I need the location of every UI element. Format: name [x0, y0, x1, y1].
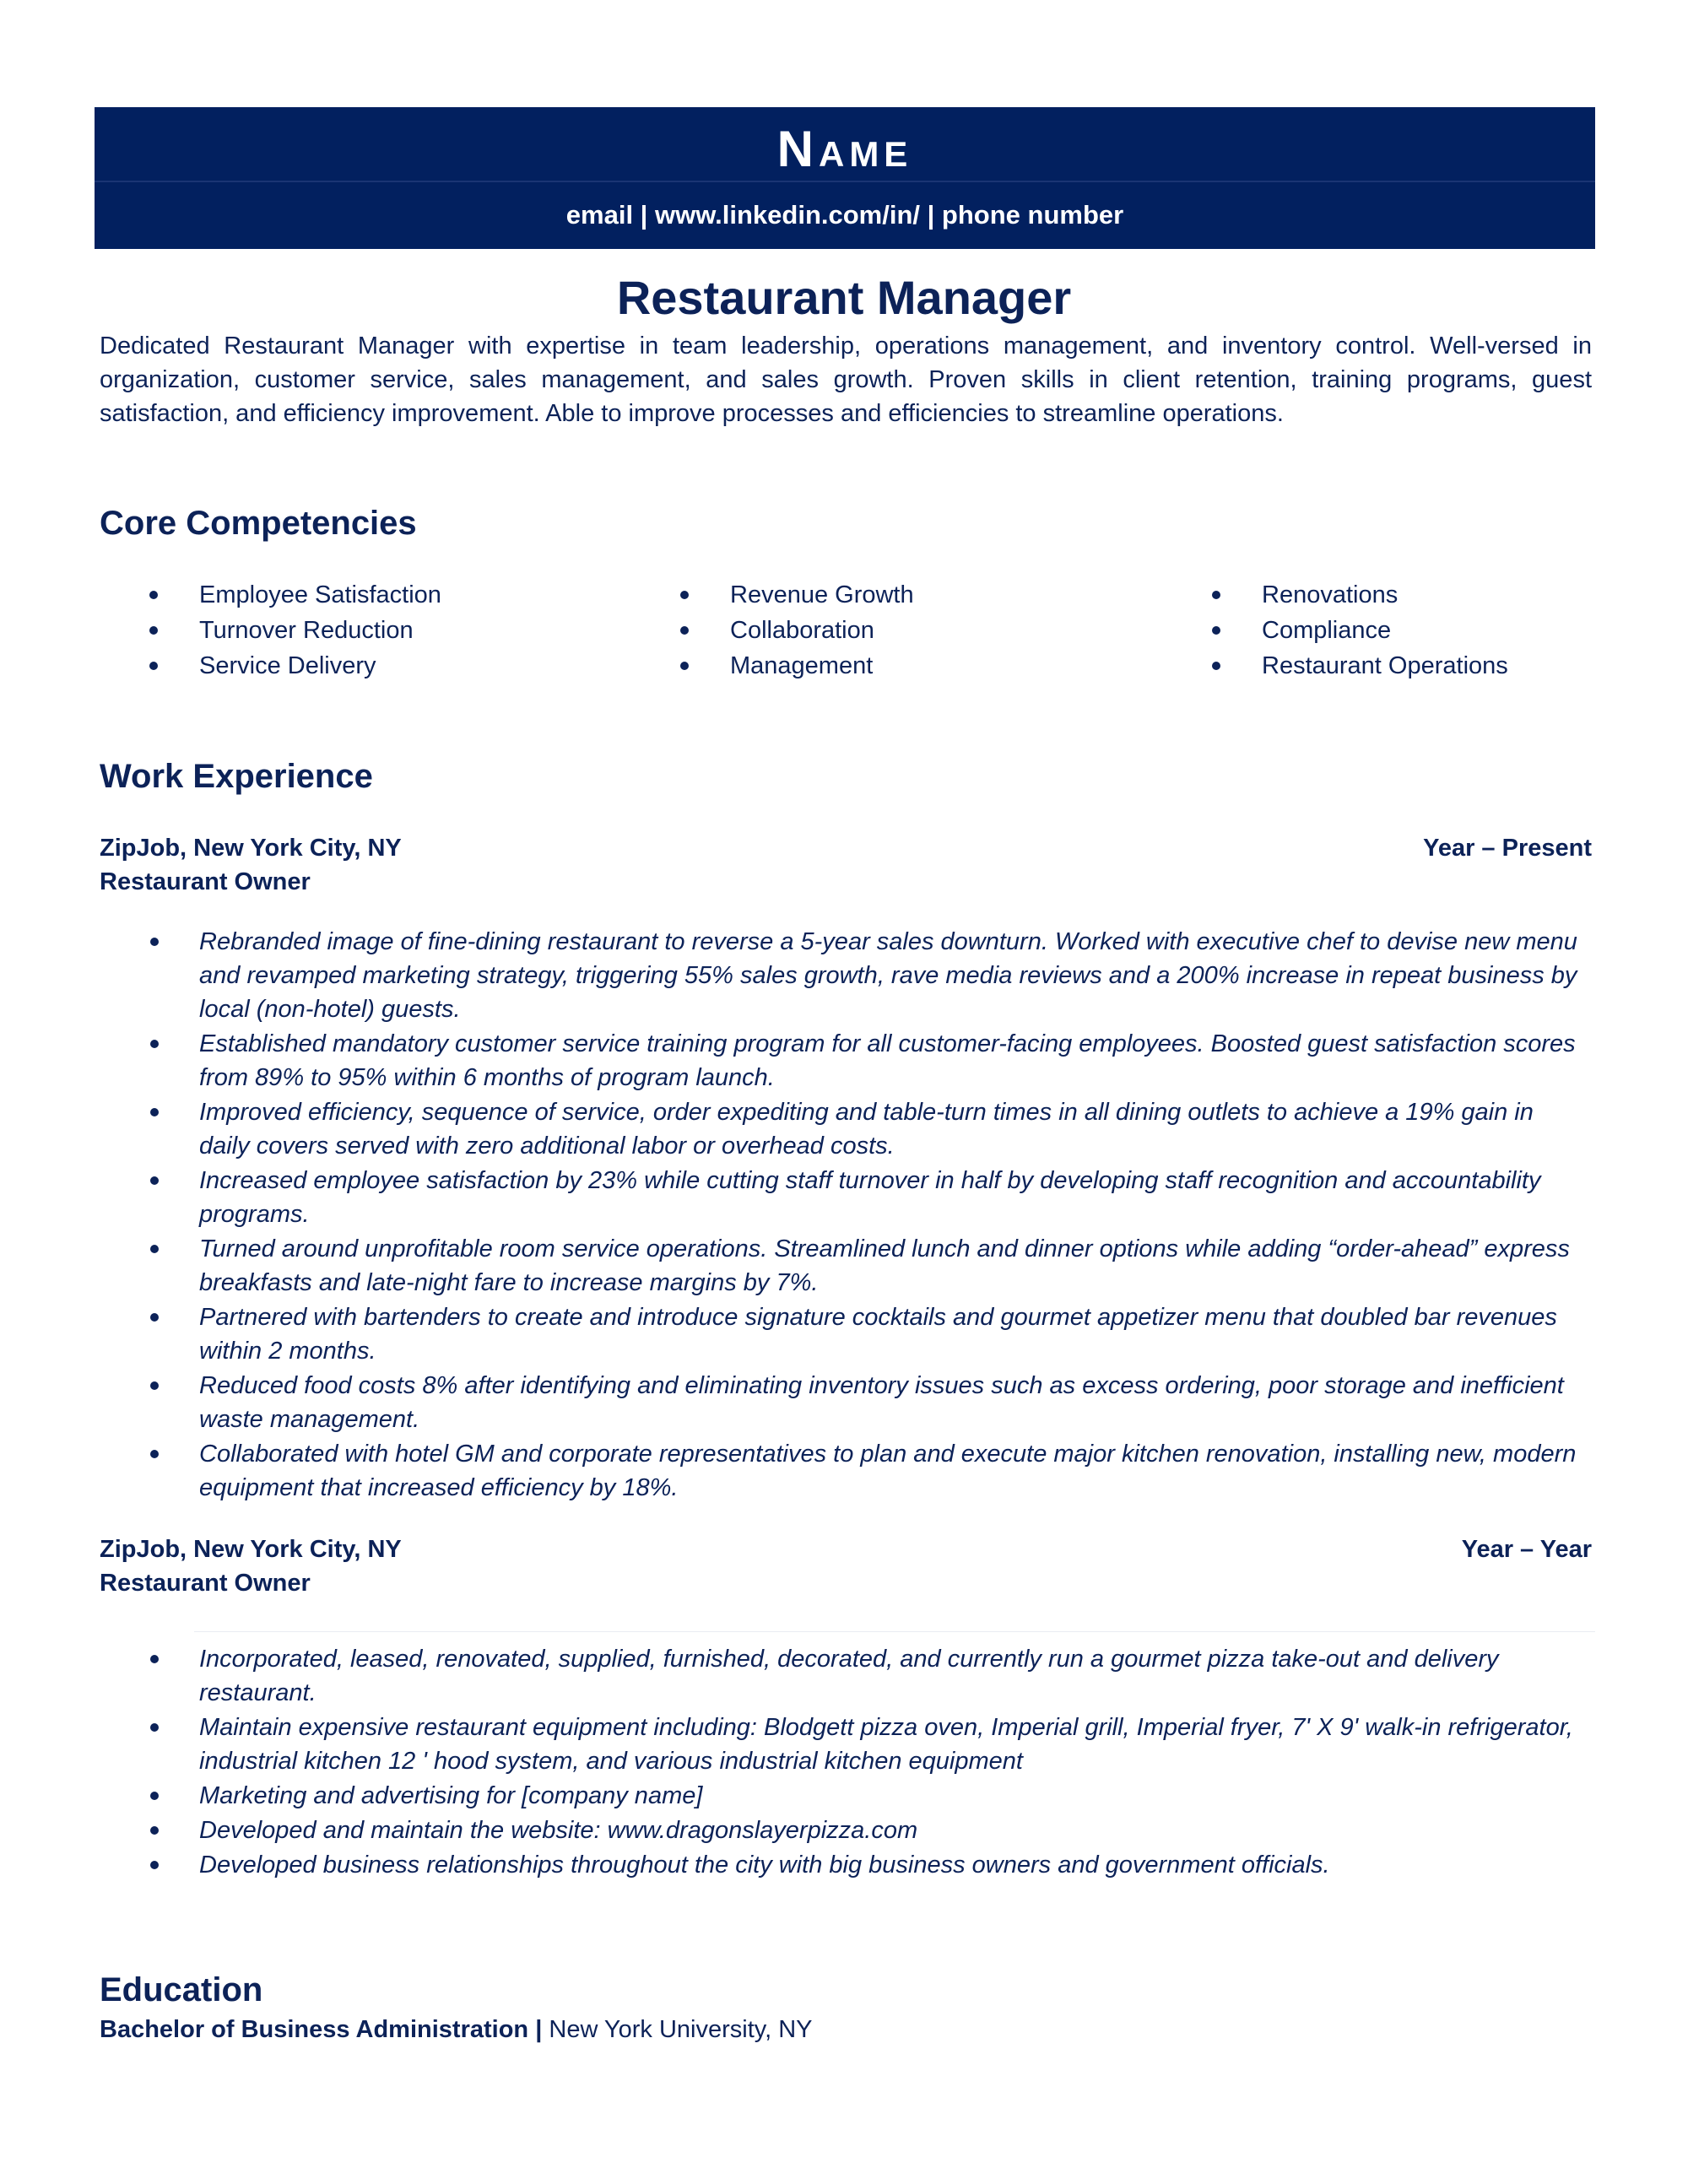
list-item: Rebranded image of fine-dining restaurant to reverse a 5-year sales downturn. Worked with executive chef to devise new menu and revamped marketing strategy, triggering 55% sales growth, rave media reviews and a 200% increase in repeat business by local (non-hotel) guests.	[100, 925, 1592, 1026]
list-item: Marketing and advertising for [company name]	[100, 1779, 1592, 1813]
separator-line	[194, 1631, 1595, 1632]
education-heading: Education	[100, 1971, 263, 2008]
resume-title: Restaurant Manager	[616, 271, 1072, 324]
competency-item: Revenue Growth	[630, 577, 914, 613]
bullet-icon	[150, 1176, 159, 1185]
competencies-column-3	[1162, 577, 1508, 684]
bullet-icon	[150, 1040, 159, 1048]
list-item: Turned around unprofitable room service operations. Streamlined lunch and dinner options while adding “order-ahead” express breakfasts and late-night fare to increase margins by 7%.	[100, 1232, 1592, 1300]
candidate-name: Name	[776, 121, 913, 177]
job-bullets	[100, 925, 1592, 1506]
list-item: Partnered with bartenders to create and introduce signature cocktails and gourmet appetizer menu that doubled bar revenues within 2 months.	[100, 1300, 1592, 1368]
list-item: Incorporated, leased, renovated, supplied, furnished, decorated, and currently run a gourmet pizza take-out and delivery restaurant.	[100, 1642, 1592, 1710]
competency-item: Service Delivery	[100, 648, 441, 684]
bullet-icon	[150, 1861, 159, 1869]
experience-heading: Work Experience	[100, 758, 373, 795]
professional-summary: Dedicated Restaurant Manager with expertise in team leadership, operations management, and inventory control. Well-versed in organization, customer service, sales management, and sales growth. Proven skills in client retention, training programs, guest satisfaction, and efficiency improvement. Able to improve processes and efficiencies to streamline operations.	[100, 332, 1592, 427]
bullet-icon	[150, 1826, 159, 1835]
list-item: Established mandatory customer service training program for all customer-facing employees. Boosted guest satisfaction scores from 89% to 95% within 6 months of program launch.	[100, 1027, 1592, 1095]
job-company: ZipJob, New York City, NY	[100, 1536, 402, 1563]
list-item: Maintain expensive restaurant equipment including: Blodgett pizza oven, Imperial grill, Imperial fryer, 7' X 9' walk-in refrigerator, industrial kitchen 12 ' hood system, and various industrial kitchen equipment	[100, 1711, 1592, 1778]
list-item: Increased employee satisfaction by 23% while cutting staff turnover in half by developing staff recognition and accountability programs.	[100, 1164, 1592, 1231]
competencies-heading: Core Competencies	[100, 505, 417, 542]
bullet-icon	[150, 1723, 159, 1732]
competency-item: Renovations	[1162, 577, 1508, 613]
list-item: Improved efficiency, sequence of service, order expediting and table-turn times in all dining outlets to achieve a 19% gain in daily covers served with zero additional labor or overhead costs.	[100, 1095, 1592, 1163]
degree: Bachelor of Business Administration	[100, 2016, 529, 2043]
separator: |	[535, 2016, 543, 2043]
competency-item: Compliance	[1162, 613, 1508, 648]
job-company: ZipJob, New York City, NY	[100, 835, 402, 862]
bullet-icon	[150, 1381, 159, 1390]
bullet-icon	[680, 662, 689, 670]
bullet-icon	[150, 1108, 159, 1116]
header-banner	[95, 107, 1595, 249]
bullet-icon	[680, 626, 689, 635]
bullet-icon	[150, 1245, 159, 1253]
list-item: Reduced food costs 8% after identifying and eliminating inventory issues such as excess ordering, poor storage and inefficient waste management.	[100, 1369, 1592, 1436]
competency-item: Employee Satisfaction	[100, 577, 441, 613]
competency-item: Management	[630, 648, 914, 684]
list-item: Developed business relationships throughout the city with big business owners and government officials.	[100, 1848, 1592, 1882]
competency-item: Restaurant Operations	[1162, 648, 1508, 684]
bullet-icon	[149, 626, 158, 635]
job-role: Restaurant Owner	[100, 1570, 311, 1597]
school: New York University, NY	[549, 2016, 813, 2043]
bullet-icon	[150, 1450, 159, 1458]
competency-item: Turnover Reduction	[100, 613, 441, 648]
contact-line: email | www.linkedin.com/in/ | phone number	[565, 200, 1124, 230]
bullet-icon	[149, 591, 158, 599]
list-item: Developed and maintain the website: www.dragonslayerpizza.com	[100, 1814, 1592, 1847]
job-dates: Year – Present	[1423, 835, 1592, 862]
bullet-icon	[1212, 591, 1220, 599]
job-role: Restaurant Owner	[100, 868, 311, 895]
job-dates: Year – Year	[1461, 1536, 1592, 1563]
competency-item: Collaboration	[630, 613, 914, 648]
job-bullets	[100, 1642, 1592, 1883]
bullet-icon	[150, 1313, 159, 1322]
banner-divider	[95, 181, 1595, 182]
education-entry	[100, 2013, 813, 2046]
bullet-icon	[150, 938, 159, 946]
bullet-icon	[149, 662, 158, 670]
competencies-column-2	[630, 577, 914, 684]
bullet-icon	[150, 1792, 159, 1800]
bullet-icon	[680, 591, 689, 599]
bullet-icon	[1212, 662, 1220, 670]
list-item: Collaborated with hotel GM and corporate representatives to plan and execute major kitchen renovation, installing new, modern equipment that increased efficiency by 18%.	[100, 1437, 1592, 1505]
bullet-icon	[1212, 626, 1220, 635]
competencies-column-1	[100, 577, 441, 684]
bullet-icon	[150, 1655, 159, 1663]
